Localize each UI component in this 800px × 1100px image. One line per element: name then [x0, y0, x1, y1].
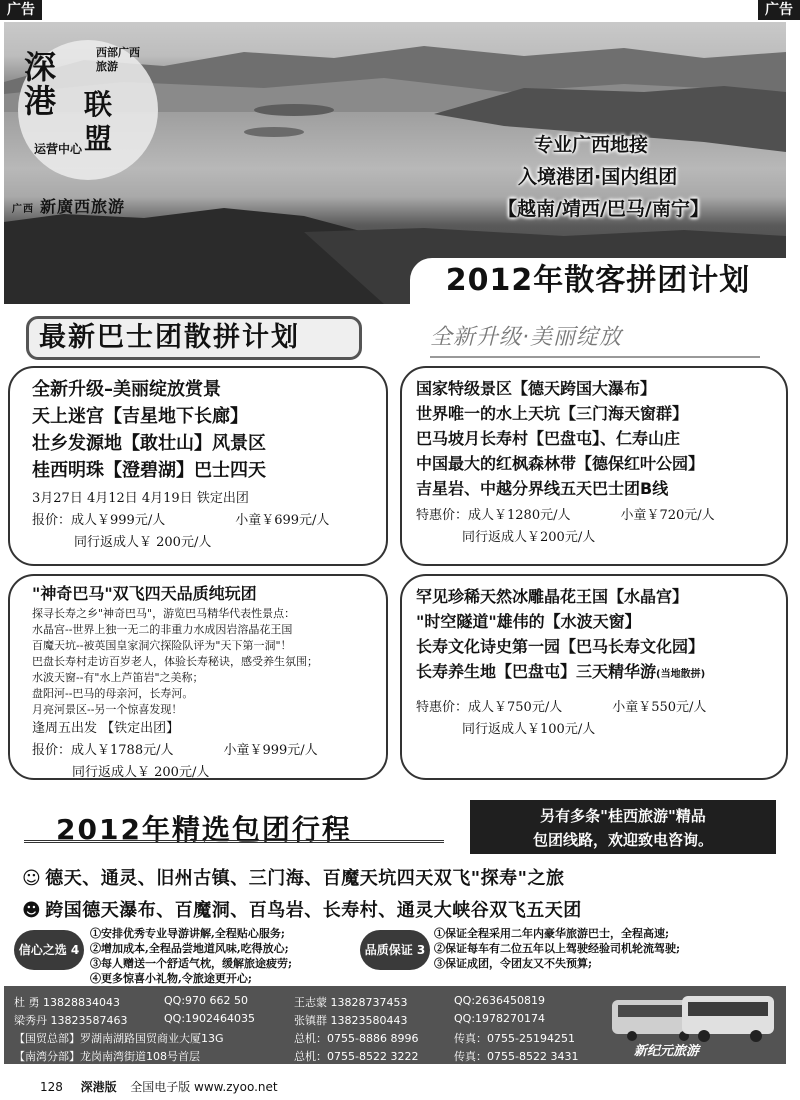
promise-list-left: ①安排优秀专业导游讲解,全程贴心服务; ②增加成本,全程品尝地道风味,吃得放心; ③每人赠送一个舒适气枕，缓解旅途疲劳; ④更多惊喜小礼物,令旅途更开心;: [90, 927, 293, 985]
card1-line-2: 天上迷宫【吉星地下长廊】: [32, 406, 248, 427]
route-2: ☻ 跨国德天瀑布、百魔洞、百鸟岩、长寿村、通灵大峡谷双飞五天团: [22, 900, 582, 921]
promise-list-right: ①保证全程采用二年内豪华旅游巴士，全程高速; ②保证每车有二位五年以上驾驶经验司机轮流驾驶; ③保证成团，令团友又不失预算;: [434, 927, 681, 970]
card3-title: "神奇巴马"双飞四天品质纯玩团: [32, 584, 257, 603]
card3-desc-2: 水晶宫--世界上独一无二的非重力水成因岩溶晶花王国: [32, 623, 293, 636]
card1-return: 同行返成人￥ 200元/人: [74, 535, 212, 550]
plan-title: 2012年散客拼团计划: [410, 258, 786, 304]
divider: [24, 840, 444, 843]
tour-card-1: [8, 366, 388, 566]
smile-filled-icon: ☻: [22, 900, 42, 921]
brand-xinjiyuan: 新纪元旅游: [634, 1044, 700, 1059]
card3-desc-1: 探寻长寿之乡"神奇巴马"，游览巴马精华代表性景点：: [32, 607, 296, 620]
card4-return: 同行返成人￥100元/人: [462, 722, 596, 737]
promo-box: 另有多条"桂西旅游"精品 包团线路，欢迎致电咨询。: [470, 800, 776, 854]
card2-line-3: 巴马坡月长寿村【巴盘屯】、仁寿山庄: [416, 429, 681, 448]
card1-line-4: 桂西明珠【澄碧湖】巴士四天: [32, 460, 266, 481]
tour-card-4: [400, 574, 788, 780]
custom-tour-heading: 2012年精选包团行程: [56, 813, 352, 846]
card4-line-1: 罕见珍稀天然冰雕晶花王国【水晶宫】: [416, 587, 689, 606]
card3-depart: 逢周五出发 【铁定出团】: [32, 721, 180, 736]
card2-return: 同行返成人￥200元/人: [462, 530, 596, 545]
ad-label-left: 广告: [0, 0, 42, 20]
logo-sub-text: 运营中心: [34, 142, 83, 156]
logo-side-text: 西部广西旅游: [96, 46, 140, 73]
logo-text-b: 联盟: [84, 88, 113, 155]
card4-price: 特惠价：成人￥750元/人 小童￥550元/人: [416, 700, 707, 715]
card3-desc-6: 盘阳河--巴马的母亲河，长寿河。: [32, 687, 194, 700]
upgrade-heading: 全新升级·美丽绽放: [430, 325, 622, 350]
card3-return: 同行返成人￥ 200元/人: [72, 765, 210, 780]
tour-card-2: [400, 366, 788, 566]
divider: [430, 356, 760, 358]
card1-line-1: 全新升级–美丽绽放赏景: [32, 379, 221, 400]
card3-desc-7: 月亮河景区--另一个惊喜发现！: [32, 703, 183, 716]
promise-badge-left: 信心之选 4: [14, 930, 84, 970]
card2-line-2: 世界唯一的水上天坑【三门海天窗群】: [416, 404, 689, 423]
bus-tour-heading: 最新巴士团散拼计划: [26, 316, 362, 360]
card2-line-5: 吉星岩、中越分界线五天巴士团B线: [416, 479, 669, 498]
contact-bar: 杜 勇 13828834043 QQ:970 662 50 王志蒙 13828737453 QQ:2636450819 梁秀丹 13823587463 QQ:1902464035 张镇群 13823580443 QQ:1978270174 【国贸总部】罗湖南湖路国贸商业大厦13G 总机：0755-8886 8996 传真：0755-25194251 【南湾分部】龙岗南湾街道108号首层 总机：0755-8522 3222 传真：0755-8522 3431 新纪元旅游: [4, 986, 786, 1064]
card3-desc-4: 巴盘长寿村走访百岁老人，体验长寿秘诀，感受养生氛围；: [32, 655, 318, 668]
card4-line-4: 长寿养生地【巴盘屯】三天精华游(当地散拼): [416, 662, 706, 681]
card1-price: 报价：成人￥999元/人 小童￥699元/人: [32, 513, 330, 528]
page-number: 128: [40, 1080, 63, 1094]
card3-desc-5: 水波天窗--有"水上芦笛岩"之美称；: [32, 671, 204, 684]
card3-desc-3: 百魔天坑--被英国皇家洞穴探险队评为"天下第一洞"！: [32, 639, 292, 652]
page-footer: [40, 1078, 278, 1095]
edition: 深港版: [80, 1080, 117, 1094]
brand-xinguangxi: 广西 新廣西旅游: [12, 197, 126, 216]
site-link[interactable]: 全国电子版 www.zyoo.net: [130, 1080, 278, 1094]
tagline-1: 专业广西地接: [534, 134, 649, 156]
card3-price: 报价：成人￥1788元/人 小童￥999元/人: [32, 743, 318, 758]
card2-line-1: 国家特级景区【德天跨国大瀑布】: [416, 379, 657, 398]
tagline-2: 入境港团·国内组团: [518, 166, 678, 188]
promise-badge-right: 品质保证 3: [360, 930, 430, 970]
tour-card-3: [8, 574, 388, 780]
card2-price: 特惠价：成人￥1280元/人 小童￥720元/人: [416, 508, 715, 523]
card1-line-3: 壮乡发源地【敢壮山】风景区: [32, 433, 266, 454]
smile-icon: ☺: [22, 868, 42, 889]
card4-line-2: "时空隧道"雄伟的【水波天窗】: [416, 612, 641, 631]
logo-text-a: 深港: [24, 48, 57, 120]
tagline-3: 【越南/靖西/巴马/南宁】: [498, 198, 709, 220]
card4-line-3: 长寿文化诗史第一园【巴马长寿文化园】: [416, 637, 705, 656]
ad-label-right: 广告: [758, 0, 800, 20]
card1-dates: 3月27日 4月12日 4月19日 铁定出团: [32, 491, 249, 506]
card2-line-4: 中国最大的红枫森林带【德保红叶公园】: [416, 454, 705, 473]
route-1: ☺ 德天、通灵、旧州古镇、三门海、百魔天坑四天双飞"探寿"之旅: [22, 868, 565, 889]
